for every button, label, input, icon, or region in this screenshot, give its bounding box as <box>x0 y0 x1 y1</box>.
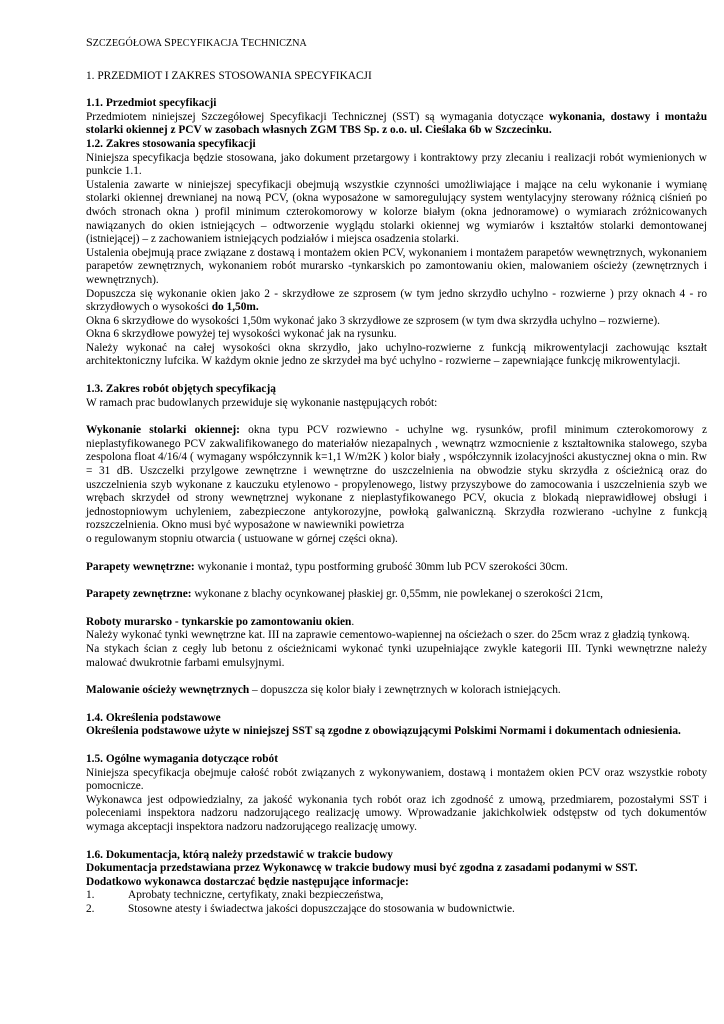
section-1-5-paragraph-1: Niniejsza specyfikacja obejmuje całość robót związanych z wykonywaniem, dostawą i montażem okien PCV oraz wszystkie roboty pomocnicze. <box>86 766 707 793</box>
list-item-text: Stosowne atesty i świadectwa jakości dopuszczające do stosowania w budownictwie. <box>128 902 515 915</box>
section-1-2-paragraph-4: Dopuszcza się wykonanie okien jako 2 - skrzydłowe ze szprosem (w tym jedno skrzydło uchylno - rozwierne ) przy oknach 4 - ro skrzydłowych o wysokości do 1,50m. <box>86 287 707 314</box>
section-1-5-heading: 1.5. Ogólne wymagania dotyczące robót <box>86 752 278 765</box>
section-1-2-paragraph-5: Okna 6 skrzydłowe do wysokości 1,50m wykonać jako 3 skrzydłowe ze szprosem (w tym dwa skrzydła uchylno – rozwierne). <box>86 314 660 327</box>
section-1-3-heading: 1.3. Zakres robót objętych specyfikacją <box>86 383 276 396</box>
section-1-2-paragraph-6: Okna 6 skrzydłowe powyżej tej wysokości wykonać jak na rysunku. <box>86 328 397 341</box>
section-1-6-bold-1: Dokumentacja przedstawiana przez Wykonawcę w trakcie budowy musi być zgodna z zasadami podanymi w SST. <box>86 862 638 875</box>
section-1-3-intro: W ramach prac budowlanych przewiduje się wykonanie następujących robót: <box>86 396 438 409</box>
section-1-2-paragraph-2: Ustalenia zawarte w niniejszej specyfikacji obejmują wszystkie czynności umożliwiające i mające na celu wykonanie i wymianę stolarki okiennej drewnianej na nową PCV, (okna wyposażone w samoregulujący system wentylacyjny sterowany różnicą ciśnień po dwóch stronach okna ) profil minimum czterokomorowy w kolorze białym (okna jednoramowe) o wymiarach zróżnicowanych nawiązanych do okien istniejących – odtworzenie wyglądu stolarki okiennej wg wymiarów i kształtów stolarki demontowanej (istniejącej) – z zachowaniem istniejących podziałów i miejsca osadzenia stolarki. <box>86 178 707 246</box>
section-1-2-paragraph-3: Ustalenia obejmują prace związane z dostawą i montażem okien PCV, wykonaniem i montażem parapetów wewnętrznych, wykonaniem parapetów zewnętrznych, wykonaniem robót murarsko -tynkarskich po zamontowaniu okien, malowaniem ościeży (zewnętrznych i wewnętrznych). <box>86 246 707 286</box>
section-1-2-paragraph-1: Niniejsza specyfikacja będzie stosowana, jako dokument przetargowy i kontraktowy przy zlecaniu i realizacji robót wymienionych w punkcie 1.1. <box>86 151 707 178</box>
masonry-paragraph-2: Na stykach ścian z cegły lub betonu z ościeżnicami wykonać tynki uzupełniające zwykle kategorii III. Tynki wewnętrzne należy malować dwukrotnie farbami emulsyjnymi. <box>86 642 707 669</box>
section-1-5-paragraph-2: Wykonawca jest odpowiedzialny, za jakość wykonania tych robót oraz ich zgodność z umową, przedmiarem, pozostałymi SST i poleceniami inspektora nadzoru nadzorującego realizację umowy. Wprowadzanie jakichkolwiek odstępstw od tych dokumentów wymaga akceptacji inspektora nadzoru nadzorującego realizację umowy. <box>86 793 707 833</box>
interior-sills-paragraph: Parapety wewnętrzne: wykonanie i montaż, typu postforming grubość 30mm lub PCV szerokości 30cm. <box>86 560 568 573</box>
section-1-1-heading: 1.1. Przedmiot specyfikacji <box>86 97 217 110</box>
list-item-number: 1. <box>86 889 95 902</box>
document-page <box>86 30 707 916</box>
list-item <box>86 889 707 903</box>
list-item-text: Aprobaty techniczne, certyfikaty, znaki bezpieczeństwa, <box>128 889 384 902</box>
document-title: SZCZEGÓŁOWA SPECYFIKACJA TECHNICZNA <box>86 35 307 49</box>
window-work-paragraph-end: o regulowanym stopniu otwarcia ( ustuowane w górnej części okna). <box>86 533 398 545</box>
section-1-1-text: Przedmiotem niniejszej Szczegółowej Specyfikacji Technicznej (SST) są wymagania dotyczące wykonania, dostawy i montażu stolarki okiennej z PCV w zasobach własnych ZGM TBS Sp. z o.o. ul. Cieślaka 6b w Szczecinku. <box>86 110 707 137</box>
section-1-6-heading: 1.6. Dokumentacja, którą należy przedstawić w trakcie budowy <box>86 848 393 861</box>
section-1-2-heading: 1.2. Zakres stosowania specyfikacji <box>86 137 256 150</box>
masonry-heading: Roboty murarsko - tynkarskie po zamontowaniu okien. <box>86 615 355 628</box>
list-item <box>86 903 707 917</box>
section-1-4-text: Określenia podstawowe użyte w niniejszej SST są zgodne z obowiązującymi Polskimi Normami i dokumentach odniesienia. <box>86 725 681 738</box>
section-1-6-bold-2: Dodatkowo wykonawca dostarczać będzie następujące informacje: <box>86 875 409 888</box>
list-item-number: 2. <box>86 902 95 915</box>
painting-paragraph: Malowanie ościeży wewnętrznych – dopuszcza się kolor biały i zewnętrznych w kolorach istniejących. <box>86 684 561 697</box>
section-1-4-heading: 1.4. Określenia podstawowe <box>86 711 221 724</box>
section-1-2-paragraph-7: Należy wykonać na całej wysokości okna skrzydło, jako uchylno-rozwierne z funkcją mikrowentylacji zachowując kształt architektoniczny lufcika. W każdym oknie jedno ze skrzydeł ma być uchylno - rozwierne – zapewniające funkcję mikrowentylacji. <box>86 341 707 368</box>
section-1-heading: 1. PRZEDMIOT I ZAKRES STOSOWANIA SPECYFIKACJI <box>86 69 372 82</box>
masonry-paragraph-1: Należy wykonać tynki wewnętrzne kat. III na zaprawie cementowo-wapiennej na ościeżach o szer. do 25cm wraz z gładzią tynkową. <box>86 629 690 642</box>
window-work-paragraph: Wykonanie stolarki okiennej: okna typu PCV rozwiewno - uchylne wg. rysunków, profil minimum czterokomorowy z nieplastyfikowanego PCV zakwalifikowanego do materiałów niezapalnych , wewnątrz wzmocnienie z kształtownika stalowego, szyba zespolona float 4/16/4 ( wymagany współczynnik k=1,1 W/m2K ) kolor biały , współczynnik izolacyjności akustycznej okna o min. Rw = 31 dB. Uszczelki przylgowe zewnętrzne i wewnętrzne do uszczelnienia na obwodzie styku skrzydła z ościeżnicą oraz do uszczelnienia szyb wykonane z kauczuku etylenowo - propylenowego, listwy przyszybowe do zamocowania i uszczelnienia szyb we wrębach skrzydeł od strony wewnętrznej wykonane z nieplastyfikowanego PCV, okucia z blokadą nieprawidłowej obsługi i jednostopniowym uchyleniem, zabezpieczone antykorozyjne, powłoką galwaniczną. Skrzydła rozwierano -uchylne z funkcją rozszczelnienia. Okno musi być wyposażone w nawiewniki powietrza <box>86 424 708 532</box>
exterior-sills-paragraph: Parapety zewnętrzne: wykonane z blachy ocynkowanej płaskiej gr. 0,55mm, nie powlekanej o szerokości 21cm, <box>86 588 603 601</box>
